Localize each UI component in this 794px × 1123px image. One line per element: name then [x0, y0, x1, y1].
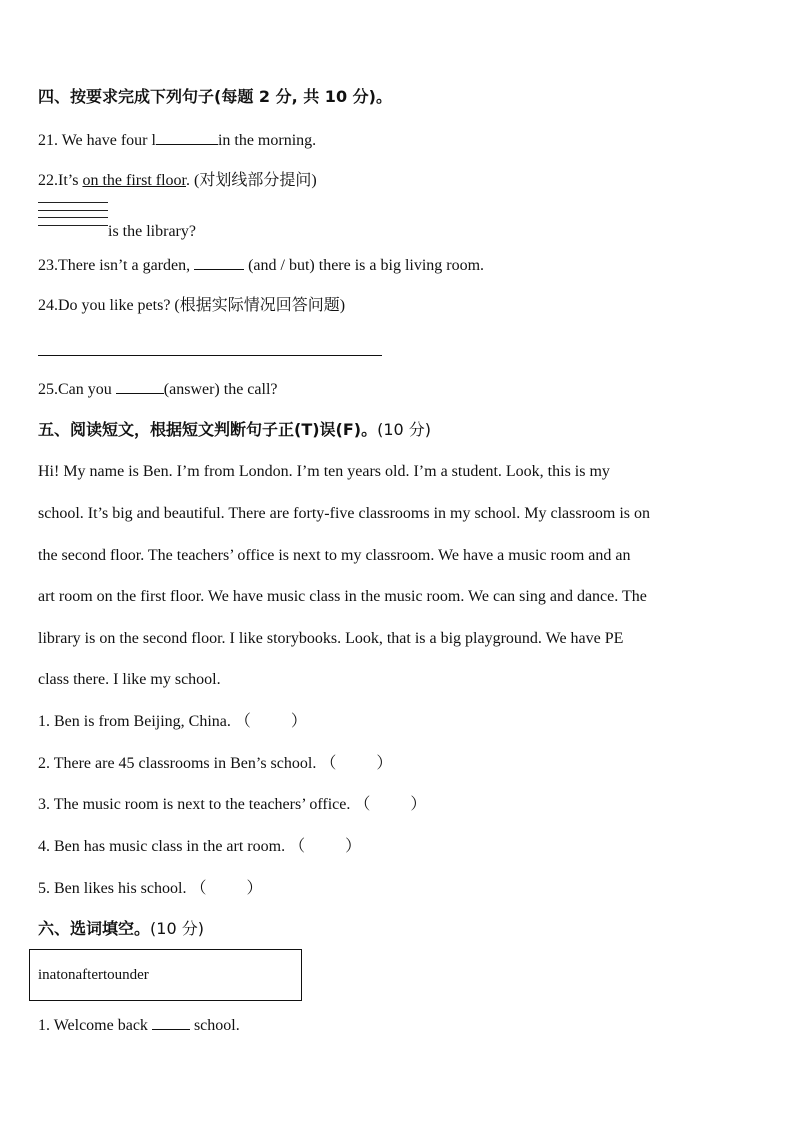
answer-blank[interactable]	[156, 130, 218, 145]
fill-question-1: 1. Welcome back school.	[38, 1017, 240, 1034]
statement-3: 3. The music room is next to the teachers’ office. （ ）	[38, 796, 427, 813]
question-25: 25.Can you (answer) the call?	[38, 381, 278, 398]
answer-line-24[interactable]	[38, 355, 382, 356]
word-bank-box	[29, 949, 302, 1001]
answer-bracket[interactable]: （ ）	[190, 880, 263, 897]
statement-1: 1. Ben is from Beijing, China. （ ）	[38, 713, 307, 730]
answer-bracket[interactable]: （ ）	[354, 796, 427, 813]
question-24: 24.Do you like pets? (根据实际情况回答问题)	[38, 297, 346, 314]
answer-line	[38, 210, 108, 211]
answer-blank[interactable]	[116, 379, 164, 394]
underlined-phrase: on the first floor	[82, 172, 186, 189]
answer-bracket[interactable]: （ ）	[320, 755, 393, 772]
answer-bracket[interactable]: （ ）	[289, 838, 362, 855]
statement-2: 2. There are 45 classrooms in Ben’s school. （ ）	[38, 755, 393, 772]
section-5-heading: 五、阅读短文，根据短文判断句子正(T)误(F)。(10 分)	[38, 420, 432, 439]
passage-line: Hi! My name is Ben. I’m from London. I’m ten years old. I’m a student. Look, this is my	[38, 463, 610, 480]
passage-line: school. It’s big and beautiful. There are forty-five classrooms in my school. My classroom is on	[38, 505, 651, 522]
question-23: 23.There isn’t a garden, (and / but) there is a big living room.	[38, 257, 485, 274]
section-6-heading: 六、选词填空。(10 分)	[38, 919, 204, 938]
passage-line: library is on the second floor. I like storybooks. Look, that is a big playground. We have PE	[38, 630, 624, 647]
answer-line	[38, 217, 108, 218]
answer-blank[interactable]	[194, 255, 244, 270]
statement-4: 4. Ben has music class in the art room. （ ）	[38, 838, 362, 855]
answer-line	[38, 202, 108, 203]
passage-line: art room on the first floor. We have music class in the music room. We can sing and dance. The	[38, 588, 647, 605]
passage-line: the second floor. The teachers’ office is next to my classroom. We have a music room and an	[38, 547, 631, 564]
passage-line: class there. I like my school.	[38, 671, 221, 688]
answer-lines-stack[interactable]	[38, 202, 108, 232]
question-22-answer-text: is the library?	[108, 223, 196, 240]
answer-bracket[interactable]: （ ）	[234, 713, 307, 730]
statement-5: 5. Ben likes his school. （ ）	[38, 880, 263, 897]
section-4-heading: 四、按要求完成下列句子(每题 2 分, 共 10 分)。	[38, 87, 392, 106]
answer-blank[interactable]	[152, 1015, 190, 1030]
word-bank-text: inatonaftertounder	[38, 967, 149, 983]
answer-line	[38, 225, 108, 226]
question-21: 21. We have four l in the morning.	[38, 132, 317, 149]
question-22: 22.It’s on the first floor. (对划线部分提问)	[38, 172, 317, 189]
